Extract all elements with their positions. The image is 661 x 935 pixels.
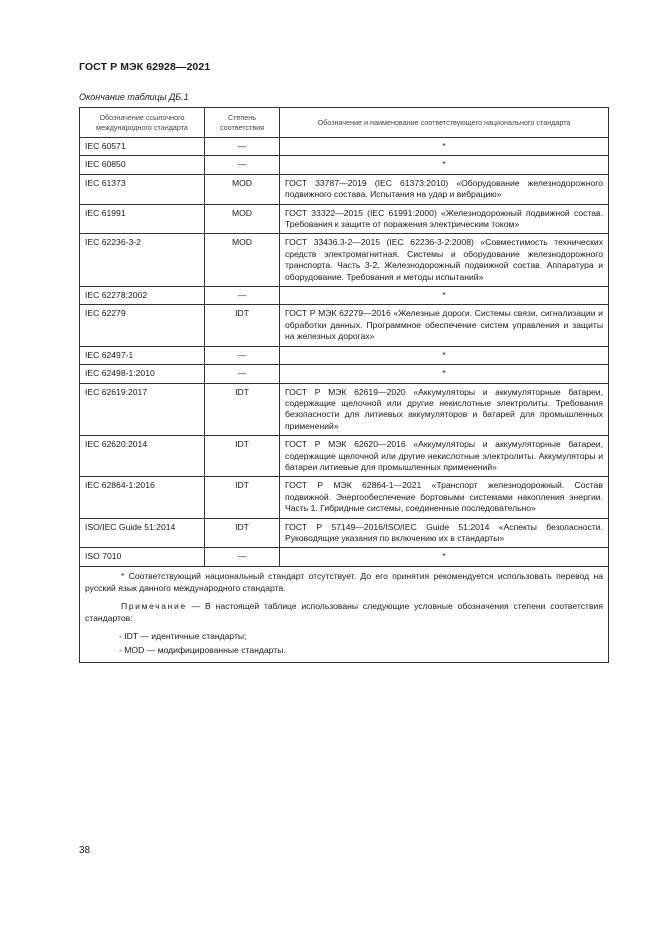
degree-cell: IDT (205, 305, 280, 346)
table-row (80, 477, 609, 518)
notes-row (80, 566, 609, 662)
table-row (80, 383, 609, 436)
degree-cell: IDT (205, 477, 280, 518)
reference-standard-cell: IEC 61991 (80, 204, 205, 234)
note (85, 600, 603, 625)
reference-standard-cell: IEC 62497-1 (80, 346, 205, 364)
degree-cell: MOD (205, 174, 280, 204)
national-standard-cell: * (280, 156, 609, 174)
national-standard-cell: ГОСТ Р МЭК 62620—2016 «Аккумуляторы и аккумуляторные батареи, содержащие щелочной или другие некислотные электролиты. Аккумуляторы и батареи литиевые для промышленных применений» (280, 436, 609, 477)
table-row (80, 365, 609, 383)
national-standard-cell: * (280, 287, 609, 305)
note-text: — В настоящей таблице использованы следующие условные обозначения степени соответствия стандартов: (85, 600, 603, 624)
table-row (80, 518, 609, 548)
national-standard-cell: * (280, 365, 609, 383)
footnote: * Соответствующий национальный стандарт отсутствует. До его принятия рекомендуется использовать перевод на русский язык данного международного стандарта. (85, 570, 603, 594)
table-row (80, 156, 609, 174)
notes-cell (80, 566, 609, 662)
reference-standard-cell: IEC 60850 (80, 156, 205, 174)
reference-standard-cell: IEC 60571 (80, 138, 205, 156)
table-row (80, 234, 609, 287)
national-standard-cell: ГОСТ Р МЭК 62864-1—2021 «Транспорт железнодорожный. Состав подвижной. Энергообеспечение бортовыми системами накопления энергии. Часть 1. Гибридные системы, соединенные последовательно» (280, 477, 609, 518)
national-standard-cell: * (280, 346, 609, 364)
reference-standard-cell: IEC 62864-1:2016 (80, 477, 205, 518)
reference-standard-cell: IEC 62236-3-2 (80, 234, 205, 287)
national-standard-cell: ГОСТ 33436.3-2—2015 (IEC 62236-3-2:2008) «Совместимость технических средств электромагнитная. Системы и оборудование железнодорожного транспорта. Часть 3-2. Железнодорожный подвижной состав. Аппаратура и оборудование. Требования и методы испытаний» (280, 234, 609, 287)
national-standard-cell: * (280, 548, 609, 566)
degree-cell: — (205, 346, 280, 364)
table-row (80, 204, 609, 234)
table-row (80, 287, 609, 305)
reference-standard-cell: IEC 62620:2014 (80, 436, 205, 477)
degree-cell: — (205, 138, 280, 156)
reference-standard-cell: IEC 62619:2017 (80, 383, 205, 436)
table-row (80, 436, 609, 477)
degree-cell: MOD (205, 204, 280, 234)
legend-item-mod: - MOD — модифицированные стандарты. (119, 645, 286, 656)
table-header-row (80, 108, 609, 138)
column-header-degree: Степень соответствия (205, 108, 280, 138)
table-row (80, 138, 609, 156)
national-standard-cell: ГОСТ Р МЭК 62279—2016 «Железные дороги. Системы связи, сигнализации и обработки данных. Программное обеспечение систем управления и защиты на железных дорогах» (280, 305, 609, 346)
degree-cell: — (205, 548, 280, 566)
page-number: 38 (79, 845, 91, 856)
reference-standard-cell: IEC 61373 (80, 174, 205, 204)
national-standard-cell: ГОСТ Р МЭК 62619—2020 «Аккумуляторы и аккумуляторные батареи, содержащие щелочной или другие некислотные электролиты. Требования безопасности для литиевых аккумуляторов и батарей для промышленных применений» (280, 383, 609, 436)
national-standard-cell: * (280, 138, 609, 156)
national-standard-cell: ГОСТ 33322—2015 (IEC 61991:2000) «Железнодорожный подвижной состав. Требования к защите от поражения электрическим током» (280, 204, 609, 234)
degree-cell: MOD (205, 234, 280, 287)
table-row (80, 346, 609, 364)
degree-cell: — (205, 287, 280, 305)
degree-cell: IDT (205, 436, 280, 477)
table-row (80, 305, 609, 346)
column-header-national: Обозначение и наименование соответствующего национального стандарта (280, 108, 609, 138)
table-row (80, 548, 609, 566)
column-header-reference: Обозначение ссылочного международного стандарта (80, 108, 205, 138)
document-header: ГОСТ Р МЭК 62928—2021 (79, 61, 211, 73)
standards-table (79, 107, 609, 663)
degree-cell: — (205, 156, 280, 174)
legend-item-idt: - IDT — идентичные стандарты; (119, 630, 247, 641)
reference-standard-cell: IEC 62279 (80, 305, 205, 346)
national-standard-cell: ГОСТ Р 57149—2016/ISO/IEC Guide 51:2014 «Аспекты безопасности. Руководящие указания по включению их в стандарты» (280, 518, 609, 548)
reference-standard-cell: ISO/IEC Guide 51:2014 (80, 518, 205, 548)
reference-standard-cell: IEC 62278:2002 (80, 287, 205, 305)
table-caption: Окончание таблицы ДБ.1 (79, 92, 189, 102)
reference-standard-cell: ISO 7010 (80, 548, 205, 566)
reference-standard-cell: IEC 62498-1:2010 (80, 365, 205, 383)
note-label: Примечание (121, 600, 187, 611)
degree-cell: IDT (205, 518, 280, 548)
degree-cell: — (205, 365, 280, 383)
table-row (80, 174, 609, 204)
degree-cell: IDT (205, 383, 280, 436)
national-standard-cell: ГОСТ 33787—2019 (IEC 61373:2010) «Оборудование железнодорожного подвижного состава. Испытания на удар и вибрацию» (280, 174, 609, 204)
